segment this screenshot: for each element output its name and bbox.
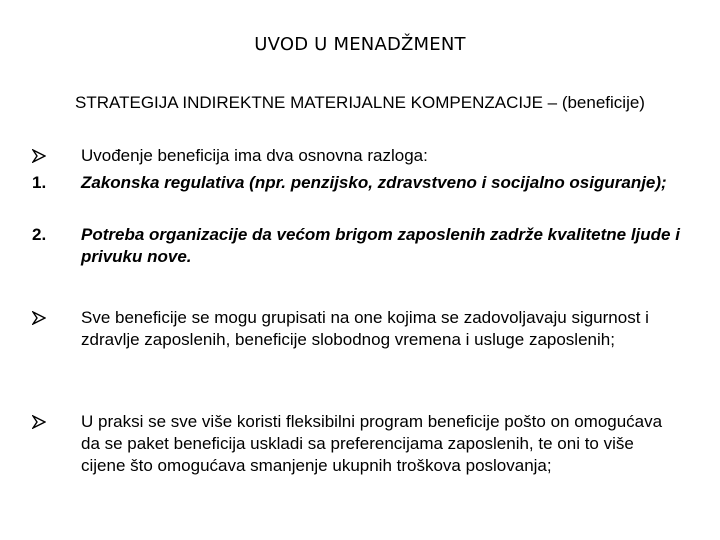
list-item-text: Uvođenje beneficija ima dva osnovna razloga: <box>81 146 428 165</box>
arrowhead-bullet-icon <box>32 411 62 435</box>
list-item-text: U praksi se sve više koristi fleksibilni program beneficije pošto on omogućava da se paket beneficija uskladi sa preferencijama zaposlenih, te oni to više cijene što omogućava smanjenje ukupnih troškova poslovanja; <box>81 412 663 475</box>
list-item-text: Zakonska regulativa (npr. penzijsko, zdravstveno i socijalno osiguranje); <box>81 173 667 192</box>
list-item-text: Sve beneficije se mogu grupisati na one kojima se zadovoljavaju sigurnost i zdravlje zaposlenih, beneficije slobodnog vremena i usluge zaposlenih; <box>81 308 649 349</box>
list-number: 2. <box>32 225 47 244</box>
arrowhead-bullet-icon <box>32 307 62 331</box>
list-number: 1. <box>32 173 47 192</box>
list-item-text: Potreba organizacije da većom brigom zaposlenih zadrže kvalitetne ljude i privuku nove. <box>81 225 680 266</box>
arrowhead-bullet-icon <box>32 145 62 169</box>
slide-heading: STRATEGIJA INDIREKTNE MATERIJALNE KOMPENZACIJE – (beneficije) <box>75 93 645 112</box>
page-title: UVOD U MENADŽMENT <box>254 34 466 55</box>
